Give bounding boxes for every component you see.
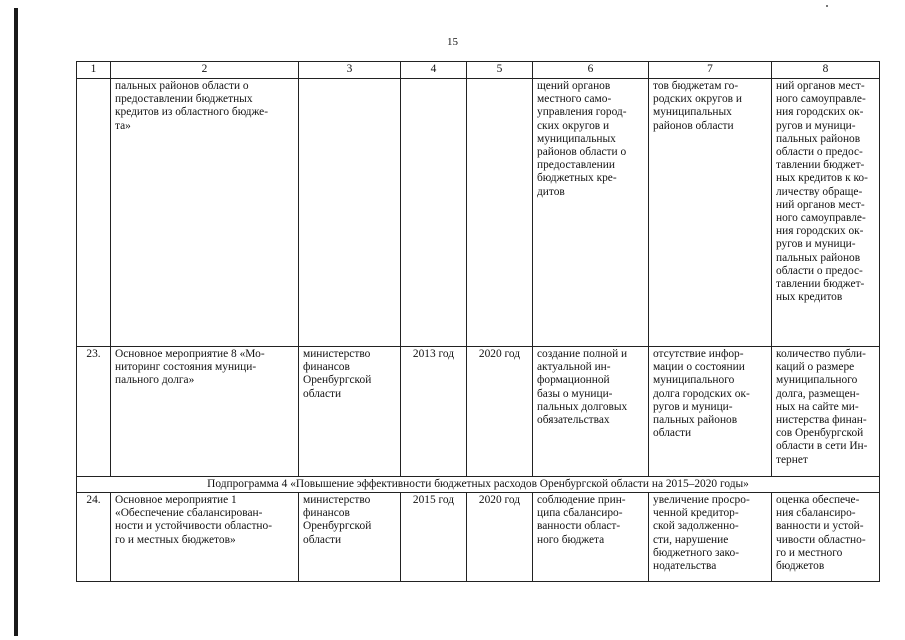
cell-text-line: мации о состоянии [653, 361, 745, 374]
start-year-cell: 2013 год [401, 347, 467, 477]
cell-text-line: области [303, 387, 342, 400]
cell-text-line: ния сбалансиро- [776, 507, 856, 520]
cell-text-line: ния городских ок- [776, 106, 864, 119]
cell-text-line: ниторинг состояния муници- [115, 361, 257, 374]
cell-text-line: ругов и муници- [776, 238, 856, 251]
cell-text-line: создание полной и [537, 348, 628, 360]
cell-text-line: ципа сбалансиро- [537, 507, 623, 520]
cell-text-line: тавлении бюджет- [776, 278, 865, 291]
end-year-cell [467, 79, 533, 347]
cell-text-line: ний органов мест- [776, 80, 865, 92]
cell-text-line: ности и устойчивости областно- [115, 520, 273, 533]
subprogram-row [77, 477, 880, 493]
cell-text-line: го и местного [776, 546, 843, 559]
cell-text-line: дитов [537, 185, 565, 198]
cell-text-line: Основное мероприятие 8 «Мо- [115, 348, 265, 360]
cell-text-line: сов Оренбургской [776, 427, 864, 440]
cell-text-line: го и местных бюджетов» [115, 533, 236, 546]
end-year-cell: 2020 год [467, 347, 533, 477]
executor-cell [299, 347, 401, 477]
cell-text-line: базы о муници- [537, 387, 613, 400]
cell-text-line: щений органов [537, 80, 611, 92]
consequences-cell [649, 347, 772, 477]
cell-text-line: министерство [303, 494, 371, 506]
cell-text-line: обязательствах [537, 414, 610, 427]
cell-text-line: муниципальных [653, 106, 732, 119]
cell-text-line: формационной [537, 374, 610, 387]
cell-text-line: области о предос- [776, 264, 863, 277]
cell-text-line: бюджетных кре- [537, 172, 617, 185]
table-row-continued [77, 79, 880, 347]
cell-text-line: долга городских ок- [653, 387, 750, 400]
cell-text-line: сти, нарушение [653, 533, 729, 546]
column-header: 8 [772, 62, 880, 79]
column-header: 4 [401, 62, 467, 79]
cell-text-line: Оренбургской [303, 520, 372, 533]
cell-text-line: ругов и муници- [776, 119, 856, 132]
cell-text-line: родских округов и [653, 93, 742, 106]
cell-text-line: муниципального [653, 374, 735, 387]
cell-text-line: управления город- [537, 106, 627, 119]
cell-text-line: муниципальных [537, 132, 616, 145]
cell-text-line: области о предос- [776, 146, 863, 159]
end-year-cell: 2020 год [467, 493, 533, 582]
column-header: 7 [649, 62, 772, 79]
cell-text-line: ских округов и [537, 119, 610, 132]
cell-text-line: ванности област- [537, 520, 621, 533]
cell-text-line: ного самоуправле- [776, 212, 866, 225]
cell-text-line: финансов [303, 361, 350, 374]
row-number-cell: 24. [77, 493, 111, 582]
cell-text-line: ных кредитов [776, 291, 843, 304]
cell-text-line: пальных долговых [537, 400, 628, 413]
start-year-cell: 2015 год [401, 493, 467, 582]
indicator-link-cell [772, 79, 880, 347]
cell-text-line: увеличение просро- [653, 494, 750, 506]
cell-text-line: местного само- [537, 93, 612, 106]
cell-text-line: области [653, 427, 692, 440]
cell-text-line: ных на сайте ми- [776, 400, 859, 413]
cell-text-line: бюджетов [776, 560, 825, 573]
cell-text-line: количество публи- [776, 348, 866, 360]
cell-text-line: личеству обраще- [776, 185, 863, 198]
cell-text-line: пальных районов области о [115, 80, 249, 92]
cell-text-line: предоставлении [537, 159, 615, 172]
cell-text-line: районов области [653, 119, 734, 132]
activity-name-cell [111, 347, 299, 477]
executor-cell [299, 79, 401, 347]
scan-edge-mark [14, 8, 18, 636]
expected-result-cell [533, 347, 649, 477]
program-activities-table [76, 61, 880, 582]
consequences-cell [649, 493, 772, 582]
cell-text-line: предоставлении бюджетных [115, 93, 253, 106]
cell-text-line: бюджетного зако- [653, 546, 739, 559]
column-header: 1 [77, 62, 111, 79]
cell-text-line: Оренбургской [303, 374, 372, 387]
cell-text-line: Основное мероприятие 1 [115, 494, 237, 506]
cell-text-line: области в сети Ин- [776, 440, 868, 453]
table-row-23 [77, 347, 880, 477]
cell-text-line: районов области о [537, 146, 627, 159]
row-number-cell: 23. [77, 347, 111, 477]
cell-text-line: долга, размещен- [776, 387, 860, 400]
cell-text-line: ской задолженно- [653, 520, 739, 533]
page-number: 15 [447, 36, 458, 48]
cell-text-line: ного бюджета [537, 533, 605, 546]
executor-cell [299, 493, 401, 582]
cell-text-line: та» [115, 119, 131, 132]
cell-text-line: чивости областно- [776, 533, 866, 546]
column-header: 3 [299, 62, 401, 79]
column-header: 6 [533, 62, 649, 79]
cell-text-line: каций о размере [776, 361, 855, 374]
cell-text-line: пальных районов [776, 251, 861, 264]
expected-result-cell [533, 493, 649, 582]
start-year-cell [401, 79, 467, 347]
cell-text-line: министерство [303, 348, 371, 360]
cell-text-line: кредитов из областного бюдже- [115, 106, 269, 119]
cell-text-line: актуальной ин- [537, 361, 611, 374]
column-header: 2 [111, 62, 299, 79]
column-header: 5 [467, 62, 533, 79]
table-header-row [77, 62, 880, 79]
cell-text-line: ного самоуправле- [776, 93, 866, 106]
row-number-cell [77, 79, 111, 347]
cell-text-line: пальных районов [653, 414, 738, 427]
cell-text-line: оценка обеспече- [776, 494, 860, 506]
cell-text-line: тернет [776, 453, 808, 466]
scan-speck [826, 5, 828, 7]
cell-text-line: ченной кредитор- [653, 507, 739, 520]
cell-text-line: пального долга» [115, 374, 195, 387]
activity-name-cell [111, 493, 299, 582]
cell-text-line: пальных районов [776, 132, 861, 145]
indicator-link-cell [772, 347, 880, 477]
cell-text-line: муниципального [776, 374, 858, 387]
cell-text-line: ний органов мест- [776, 198, 865, 211]
expected-result-cell [533, 79, 649, 347]
cell-text-line: нодательства [653, 560, 717, 573]
cell-text-line: «Обеспечение сбалансирован- [115, 507, 263, 520]
cell-text-line: нистерства финан- [776, 414, 867, 427]
indicator-link-cell [772, 493, 880, 582]
subprogram-title: Подпрограмма 4 «Повышение эффективности бюджетных расходов Оренбургской области на 2015–2020 годы» [77, 477, 880, 493]
cell-text-line: тавлении бюджет- [776, 159, 865, 172]
cell-text-line: ния городских ок- [776, 225, 864, 238]
cell-text-line: области [303, 533, 342, 546]
table-row-24 [77, 493, 880, 582]
cell-text-line: ванности и устой- [776, 520, 864, 533]
cell-text-line: соблюдение прин- [537, 494, 626, 506]
cell-text-line: ругов и муници- [653, 400, 733, 413]
consequences-cell [649, 79, 772, 347]
cell-text-line: финансов [303, 507, 350, 520]
cell-text-line: ных кредитов к ко- [776, 172, 868, 185]
cell-text-line: тов бюджетам го- [653, 80, 739, 92]
cell-text-line: отсутствие инфор- [653, 348, 744, 360]
activity-name-cell [111, 79, 299, 347]
